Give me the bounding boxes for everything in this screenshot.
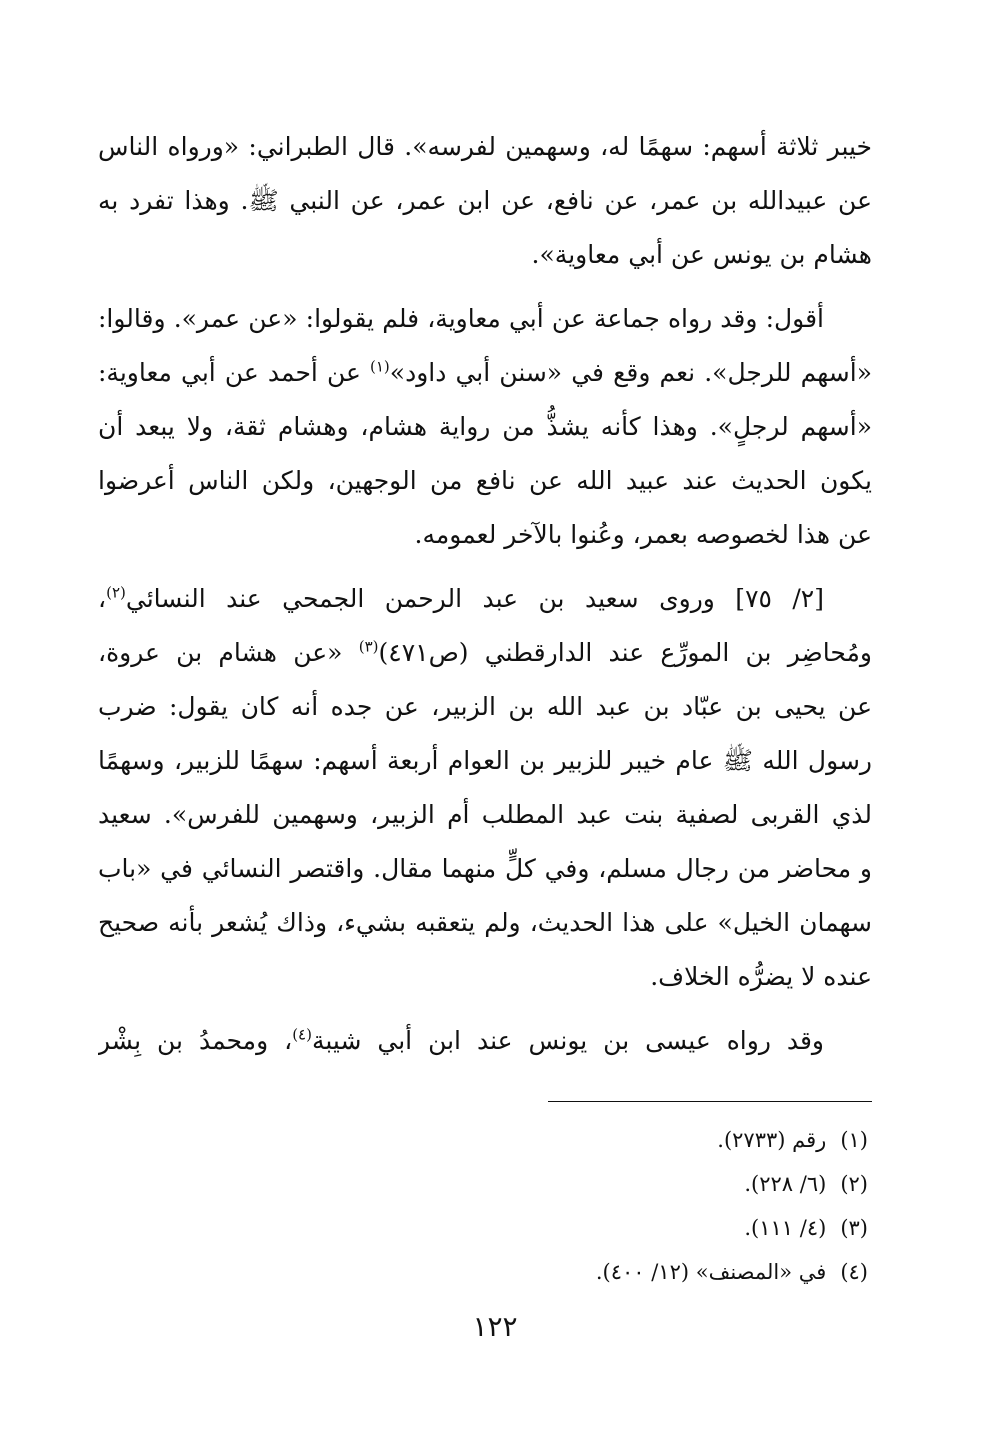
footnote-item [450,1162,868,1206]
footnote-divider [548,1101,872,1102]
footnote-item [450,1118,868,1162]
footnote-text: رقم (٢٧٣٣). [717,1128,827,1152]
footnote-item [450,1206,868,1250]
text-segment: ومُحاضِر بن المورِّع عند الدارقطني (ص٤٧١) [378,638,872,667]
text-line [98,346,872,400]
text-line: عن عبيدالله بن عمر، عن نافع، عن ابن عمر، عن النبي ﷺ. وهذا تفرد به [98,186,872,215]
text-line: عن هذا لخصوصه بعمر، وعُنوا بالآخر لعمومه. [414,520,872,549]
text-line: «أسهم لرجلٍ». وهذا كأنه يشذُّ من رواية هشام، وهشام ثقة، ولا يبعد أن [98,412,872,441]
text-line: و محاضر من رجال مسلم، وفي كلٍّ منهما مقال. واقتصر النسائي في «باب [98,854,872,883]
footnote-text: (٦/ ٢٢٨). [744,1172,827,1196]
paragraph-3 [98,572,872,1004]
text-line: أقول: وقد رواه جماعة عن أبي معاوية، فلم يقولوا: «عن عمر». وقالوا: [98,304,824,333]
footnote-text: (٤/ ١١١). [744,1216,827,1240]
text-line [98,1014,872,1068]
footnote-ref[interactable]: (٢) [106,583,126,602]
text-line: خيبر ثلاثة أسهم: سهمًا له، وسهمين لفرسه». قال الطبراني: «ورواه الناس [98,132,872,161]
text-segment: وقد رواه عيسى بن يونس عند ابن أبي شيبة [311,1026,824,1055]
text-line: عن يحيى بن عبّاد بن عبد الله بن الزبير، عن جده أنه كان يقول: ضرب [98,692,872,721]
paragraph-2 [98,292,872,562]
text-segment: «أسهم للرجل». نعم وقع في «سنن أبي داود» [389,358,872,387]
text-segment: [٢/ ٧٥] وروى سعيد بن عبد الرحمن الجمحي عند النسائي [125,584,824,613]
footnotes [450,1118,868,1294]
paragraph-4 [98,1014,872,1068]
text-line: هشام بن يونس عن أبي معاوية». [531,240,872,269]
paragraph-1 [98,120,872,282]
text-line [98,572,872,626]
footnote-ref[interactable]: (١) [370,357,390,376]
footnote-number: (٢) [840,1172,868,1196]
footnote-ref[interactable]: (٤) [292,1025,312,1044]
text-segment: ، ومحمدُ بن بِشْر [98,1026,293,1055]
text-line: رسول الله ﷺ عام خيبر للزبير بن العوام أربعة أسهم: سهمًا للزبير، وسهمًا [98,746,872,775]
text-segment: عن أحمد عن أبي معاوية: [98,358,370,387]
text-line: يكون الحديث عند عبيد الله عن نافع من الوجهين، ولكن الناس أعرضوا [98,466,872,495]
footnote-number: (٣) [840,1216,868,1240]
footnote-ref[interactable]: (٣) [358,637,379,656]
text-line [98,626,872,680]
text-segment: ، [98,584,107,613]
footnote-text: في «المصنف» (١٢/ ٤٠٠). [595,1260,827,1284]
text-line: لذي القربى لصفية بنت عبد المطلب أم الزبير، وسهمين للفرس». سعيد [98,800,872,829]
text-line: سهمان الخيل» على هذا الحديث، ولم يتعقبه بشيء، وذاك يُشعر بأنه صحيح [98,908,872,937]
page-number: ١٢٢ [472,1310,518,1343]
text-line: عنده لا يضرُّه الخلاف. [650,962,872,991]
main-text [98,120,872,1068]
text-segment: «عن هشام بن عروة، [98,638,359,667]
footnote-item [450,1250,868,1294]
footnote-number: (٤) [840,1260,868,1284]
footnote-number: (١) [840,1128,868,1152]
